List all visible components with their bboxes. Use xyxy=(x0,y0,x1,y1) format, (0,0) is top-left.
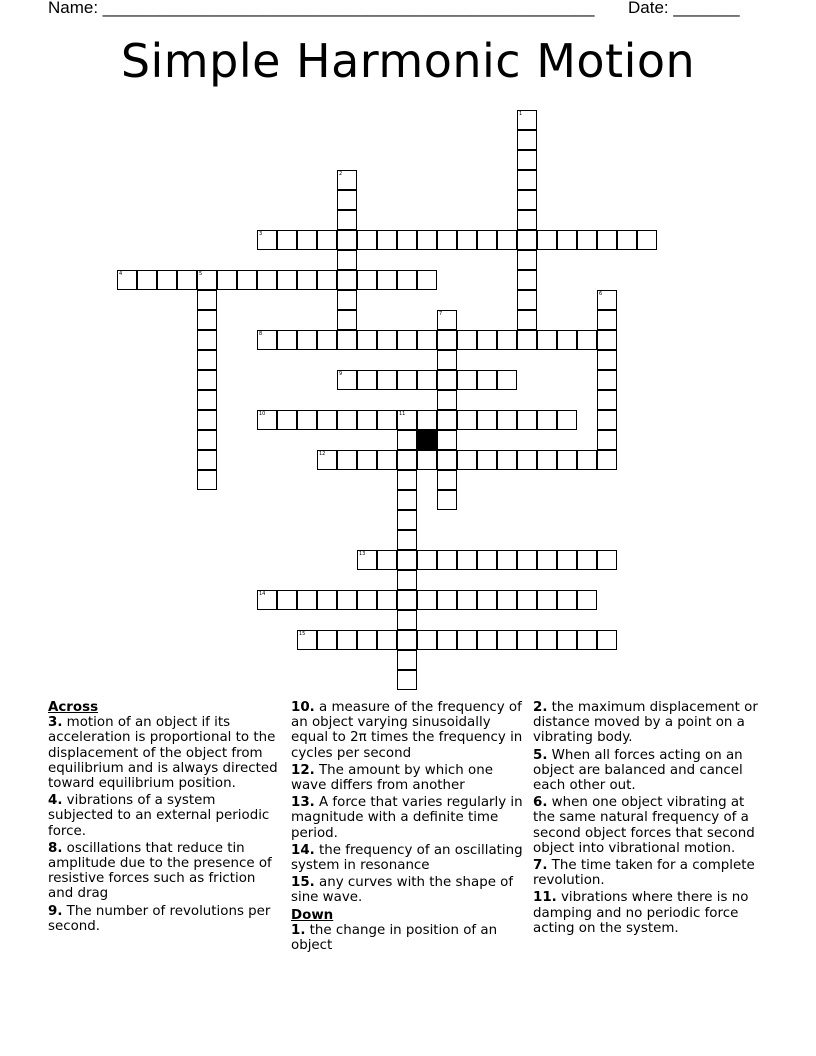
grid-cell[interactable] xyxy=(397,510,417,530)
clue-text: The time taken for a complete revolution. xyxy=(533,858,755,889)
across-clue xyxy=(48,841,284,902)
grid-cell[interactable] xyxy=(337,450,357,470)
grid-cell[interactable] xyxy=(597,450,617,470)
grid-cell[interactable] xyxy=(277,230,297,250)
clue-number: 5 xyxy=(199,271,203,277)
grid-cell[interactable] xyxy=(477,370,497,390)
clue-text: The number of revolutions per second. xyxy=(48,903,271,934)
grid-cell[interactable] xyxy=(277,270,297,290)
grid-cell[interactable] xyxy=(537,330,557,350)
grid-cell[interactable] xyxy=(317,450,337,470)
down-heading: Down xyxy=(291,907,334,923)
grid-cell[interactable] xyxy=(397,590,417,610)
grid-cell[interactable] xyxy=(337,190,357,210)
grid-cell[interactable] xyxy=(557,450,577,470)
grid-cell[interactable] xyxy=(477,590,497,610)
grid-cell[interactable] xyxy=(457,550,477,570)
grid-cell[interactable] xyxy=(357,270,377,290)
clue-number: 12 xyxy=(319,451,326,457)
grid-cell[interactable] xyxy=(377,630,397,650)
grid-cell[interactable] xyxy=(397,450,417,470)
down-clue xyxy=(291,923,523,953)
grid-cell[interactable] xyxy=(477,630,497,650)
grid-cell[interactable] xyxy=(257,590,277,610)
grid-cell[interactable] xyxy=(397,430,417,450)
grid-cell[interactable] xyxy=(297,410,317,430)
clue-number: 14. xyxy=(291,842,315,858)
grid-cell[interactable] xyxy=(357,410,377,430)
grid-cell[interactable] xyxy=(517,270,537,290)
grid-cell[interactable] xyxy=(397,370,417,390)
grid-cell[interactable] xyxy=(457,410,477,430)
grid-cell[interactable] xyxy=(197,310,217,330)
grid-cell[interactable] xyxy=(317,590,337,610)
grid-cell[interactable] xyxy=(537,550,557,570)
grid-cell[interactable] xyxy=(497,550,517,570)
grid-cell[interactable] xyxy=(257,410,277,430)
grid-cell[interactable] xyxy=(517,210,537,230)
grid-cell[interactable] xyxy=(357,590,377,610)
clue-number: 3. xyxy=(48,715,63,731)
grid-cell[interactable] xyxy=(317,410,337,430)
grid-cell[interactable] xyxy=(517,170,537,190)
clue-text: when one object vibrating at the same natural frequency of a second object forces that second object into vibrational motion. xyxy=(533,795,755,856)
clue-number: 7. xyxy=(533,858,548,874)
grid-cell[interactable] xyxy=(397,650,417,670)
grid-cell[interactable] xyxy=(517,230,537,250)
clue-number: 1. xyxy=(291,922,306,938)
clue-text: the frequency of an oscillating system in resonance xyxy=(291,842,523,874)
grid-cell[interactable] xyxy=(457,630,477,650)
grid-cell[interactable] xyxy=(517,290,537,310)
clues-column-1 xyxy=(48,700,284,936)
grid-cell[interactable] xyxy=(397,410,417,430)
grid-cell[interactable] xyxy=(357,330,377,350)
grid-cell[interactable] xyxy=(517,110,537,130)
clue-number: 10 xyxy=(259,411,266,417)
grid-cell[interactable] xyxy=(397,670,417,690)
grid-cell[interactable] xyxy=(357,450,377,470)
clue-number: 9 xyxy=(339,371,343,377)
down-clue xyxy=(533,890,769,936)
grid-cell[interactable] xyxy=(597,310,617,330)
grid-cell[interactable] xyxy=(157,270,177,290)
grid-cell[interactable] xyxy=(517,410,537,430)
grid-cell[interactable] xyxy=(377,330,397,350)
grid-cell[interactable] xyxy=(297,590,317,610)
grid-cell[interactable] xyxy=(397,630,417,650)
grid-cell[interactable] xyxy=(537,630,557,650)
grid-cell[interactable] xyxy=(497,590,517,610)
clue-number: 15. xyxy=(291,875,315,891)
grid-cell[interactable] xyxy=(597,330,617,350)
grid-cell[interactable] xyxy=(417,230,437,250)
grid-cell[interactable] xyxy=(517,190,537,210)
grid-cell[interactable] xyxy=(377,370,397,390)
grid-cell[interactable] xyxy=(577,330,597,350)
clue-number: 2 xyxy=(339,171,343,177)
grid-cell[interactable] xyxy=(197,290,217,310)
grid-cell[interactable] xyxy=(337,230,357,250)
grid-cell[interactable] xyxy=(417,450,437,470)
grid-cell[interactable] xyxy=(377,230,397,250)
grid-cell[interactable] xyxy=(597,430,617,450)
grid-cell[interactable] xyxy=(197,330,217,350)
across-clue xyxy=(291,763,523,793)
grid-cell[interactable] xyxy=(197,450,217,470)
clue-number: 12. xyxy=(291,762,315,778)
grid-cell[interactable] xyxy=(117,270,137,290)
grid-cell[interactable] xyxy=(457,590,477,610)
clue-text: motion of an object if its acceleration is proportional to the displacement of the object from equilibrium and is always directed toward equilibrium position. xyxy=(48,715,278,792)
black-cell xyxy=(417,430,437,450)
grid-cell[interactable] xyxy=(337,310,357,330)
clue-number: 13. xyxy=(291,795,315,811)
page-title: Simple Harmonic Motion xyxy=(120,34,696,88)
grid-cell[interactable] xyxy=(477,450,497,470)
grid-cell[interactable] xyxy=(217,270,237,290)
grid-cell[interactable] xyxy=(277,410,297,430)
grid-cell[interactable] xyxy=(417,330,437,350)
grid-cell[interactable] xyxy=(437,490,457,510)
grid-cell[interactable] xyxy=(497,630,517,650)
grid-cell[interactable] xyxy=(337,590,357,610)
grid-cell[interactable] xyxy=(477,330,497,350)
clue-number: 11 xyxy=(399,411,406,417)
grid-cell[interactable] xyxy=(397,330,417,350)
clue-number: 8. xyxy=(48,840,63,856)
grid-cell[interactable] xyxy=(257,330,277,350)
grid-cell[interactable] xyxy=(457,450,477,470)
grid-cell[interactable] xyxy=(497,450,517,470)
grid-cell[interactable] xyxy=(517,330,537,350)
clue-number: 11. xyxy=(533,890,557,906)
grid-cell[interactable] xyxy=(437,230,457,250)
grid-cell[interactable] xyxy=(517,150,537,170)
grid-cell[interactable] xyxy=(257,230,277,250)
grid-cell[interactable] xyxy=(597,350,617,370)
grid-cell[interactable] xyxy=(437,370,457,390)
grid-cell[interactable] xyxy=(337,630,357,650)
grid-cell[interactable] xyxy=(417,410,437,430)
grid-cell[interactable] xyxy=(597,290,617,310)
grid-cell[interactable] xyxy=(517,450,537,470)
grid-cell[interactable] xyxy=(477,550,497,570)
grid-cell[interactable] xyxy=(457,230,477,250)
grid-cell[interactable] xyxy=(537,230,557,250)
grid-cell[interactable] xyxy=(397,570,417,590)
down-clue xyxy=(533,748,769,794)
grid-cell[interactable] xyxy=(577,450,597,470)
grid-cell[interactable] xyxy=(397,610,417,630)
grid-cell[interactable] xyxy=(577,590,597,610)
grid-cell[interactable] xyxy=(197,370,217,390)
grid-cell[interactable] xyxy=(457,370,477,390)
grid-cell[interactable] xyxy=(597,230,617,250)
grid-cell[interactable] xyxy=(377,550,397,570)
grid-cell[interactable] xyxy=(377,270,397,290)
grid-cell[interactable] xyxy=(337,370,357,390)
grid-cell[interactable] xyxy=(337,290,357,310)
grid-cell[interactable] xyxy=(197,390,217,410)
grid-cell[interactable] xyxy=(477,230,497,250)
grid-cell[interactable] xyxy=(497,410,517,430)
grid-cell[interactable] xyxy=(297,230,317,250)
grid-cell[interactable] xyxy=(237,270,257,290)
grid-cell[interactable] xyxy=(537,450,557,470)
clue-number: 13 xyxy=(359,551,366,557)
clue-number: 5. xyxy=(533,747,548,763)
grid-cell[interactable] xyxy=(397,230,417,250)
grid-cell[interactable] xyxy=(397,550,417,570)
grid-cell[interactable] xyxy=(497,330,517,350)
grid-cell[interactable] xyxy=(357,230,377,250)
grid-cell[interactable] xyxy=(377,410,397,430)
grid-cell[interactable] xyxy=(437,470,457,490)
clue-number: 1 xyxy=(519,111,523,117)
grid-cell[interactable] xyxy=(617,230,637,250)
grid-cell[interactable] xyxy=(497,370,517,390)
clues-column-2 xyxy=(291,700,523,955)
grid-cell[interactable] xyxy=(557,590,577,610)
grid-cell[interactable] xyxy=(557,330,577,350)
clue-number: 4. xyxy=(48,793,63,809)
clue-number: 2. xyxy=(533,700,548,715)
clue-number: 6. xyxy=(533,795,548,811)
grid-cell[interactable] xyxy=(597,550,617,570)
grid-cell[interactable] xyxy=(137,270,157,290)
grid-cell[interactable] xyxy=(597,370,617,390)
grid-cell[interactable] xyxy=(437,630,457,650)
clue-text: The amount by which one wave differs from another xyxy=(291,762,493,794)
clue-text: oscillations that reduce tin amplitude due to the presence of resistive forces such as friction and drag xyxy=(48,840,272,902)
clue-number: 10. xyxy=(291,700,315,715)
grid-cell[interactable] xyxy=(177,270,197,290)
clues-column-3 xyxy=(533,700,769,938)
clue-number: 4 xyxy=(119,271,123,277)
grid-cell[interactable] xyxy=(377,590,397,610)
grid-cell[interactable] xyxy=(437,350,457,370)
clue-number: 3 xyxy=(259,231,263,237)
clue-number: 7 xyxy=(439,311,443,317)
across-clue xyxy=(291,700,523,761)
grid-cell[interactable] xyxy=(297,630,317,650)
across-clue xyxy=(48,793,284,839)
grid-cell[interactable] xyxy=(317,330,337,350)
clue-number: 15 xyxy=(299,631,306,637)
grid-cell[interactable] xyxy=(257,270,277,290)
grid-cell[interactable] xyxy=(197,410,217,430)
clue-number: 14 xyxy=(259,591,266,597)
clue-text: When all forces acting on an object are balanced and cancel each other out. xyxy=(533,747,743,794)
grid-cell[interactable] xyxy=(517,590,537,610)
grid-cell[interactable] xyxy=(517,550,537,570)
grid-cell[interactable] xyxy=(637,230,657,250)
grid-cell[interactable] xyxy=(337,210,357,230)
grid-cell[interactable] xyxy=(337,250,357,270)
grid-cell[interactable] xyxy=(577,550,597,570)
down-clue xyxy=(533,795,769,856)
grid-cell[interactable] xyxy=(517,130,537,150)
clue-text: any curves with the shape of sine wave. xyxy=(291,875,514,906)
across-clue xyxy=(291,875,523,905)
grid-cell[interactable] xyxy=(477,410,497,430)
grid-cell[interactable] xyxy=(457,330,477,350)
grid-cell[interactable] xyxy=(397,270,417,290)
grid-cell[interactable] xyxy=(297,330,317,350)
grid-cell[interactable] xyxy=(517,250,537,270)
clue-text: the maximum displacement or distance moved by a point on a vibrating body. xyxy=(533,700,758,746)
clue-number: 8 xyxy=(259,331,263,337)
grid-cell[interactable] xyxy=(437,410,457,430)
grid-cell[interactable] xyxy=(317,230,337,250)
grid-cell[interactable] xyxy=(417,370,437,390)
clue-number: 6 xyxy=(599,291,603,297)
grid-cell[interactable] xyxy=(537,410,557,430)
grid-cell[interactable] xyxy=(557,230,577,250)
clue-text: vibrations of a system subjected to an external periodic force. xyxy=(48,793,270,839)
across-clue xyxy=(48,904,284,934)
grid-cell[interactable] xyxy=(337,330,357,350)
grid-cell[interactable] xyxy=(357,550,377,570)
grid-cell[interactable] xyxy=(597,630,617,650)
grid-cell[interactable] xyxy=(557,630,577,650)
grid-cell[interactable] xyxy=(417,270,437,290)
across-clue xyxy=(291,795,523,841)
clue-text: the change in position of an object xyxy=(291,922,498,954)
clue-text: vibrations where there is no damping and no periodic force acting on the system. xyxy=(533,890,749,936)
grid-cell[interactable] xyxy=(317,270,337,290)
grid-cell[interactable] xyxy=(197,350,217,370)
down-clue xyxy=(533,700,769,746)
across-clue xyxy=(291,843,523,873)
grid-cell[interactable] xyxy=(197,470,217,490)
grid-cell[interactable] xyxy=(597,410,617,430)
date-field: Date: _______ xyxy=(628,0,740,17)
grid-cell[interactable] xyxy=(197,430,217,450)
grid-cell[interactable] xyxy=(417,550,437,570)
grid-cell[interactable] xyxy=(437,430,457,450)
grid-cell[interactable] xyxy=(317,630,337,650)
down-clue xyxy=(533,858,769,888)
grid-cell[interactable] xyxy=(377,450,397,470)
grid-cell[interactable] xyxy=(197,270,217,290)
clue-text: a measure of the frequency of an object varying sinusoidally equal to 2π times the frequency in cycles per second xyxy=(291,700,523,761)
clue-text: A force that varies regularly in magnitude with a definite time period. xyxy=(291,795,523,841)
grid-cell[interactable] xyxy=(537,590,557,610)
grid-cell[interactable] xyxy=(437,550,457,570)
grid-cell[interactable] xyxy=(517,310,537,330)
across-heading: Across xyxy=(48,700,99,715)
grid-cell[interactable] xyxy=(437,590,457,610)
grid-cell[interactable] xyxy=(357,630,377,650)
grid-cell[interactable] xyxy=(297,270,317,290)
grid-cell[interactable] xyxy=(517,630,537,650)
grid-cell[interactable] xyxy=(397,470,417,490)
grid-cell[interactable] xyxy=(497,230,517,250)
grid-cell[interactable] xyxy=(417,590,437,610)
grid-cell[interactable] xyxy=(437,390,457,410)
clue-number: 9. xyxy=(48,903,63,919)
grid-cell[interactable] xyxy=(397,490,417,510)
grid-cell[interactable] xyxy=(337,410,357,430)
grid-cell[interactable] xyxy=(277,330,297,350)
grid-cell[interactable] xyxy=(437,450,457,470)
grid-cell[interactable] xyxy=(577,630,597,650)
across-clue xyxy=(48,715,284,791)
grid-cell[interactable] xyxy=(557,410,577,430)
grid-cell[interactable] xyxy=(337,170,357,190)
grid-cell[interactable] xyxy=(277,590,297,610)
grid-cell[interactable] xyxy=(417,630,437,650)
name-field: Name: ____________________________________________________ xyxy=(48,0,595,17)
grid-cell[interactable] xyxy=(397,530,417,550)
grid-cell[interactable] xyxy=(597,390,617,410)
grid-cell[interactable] xyxy=(577,230,597,250)
grid-cell[interactable] xyxy=(557,550,577,570)
grid-cell[interactable] xyxy=(357,370,377,390)
grid-cell[interactable] xyxy=(337,270,357,290)
grid-cell[interactable] xyxy=(437,310,457,330)
grid-cell[interactable] xyxy=(437,330,457,350)
